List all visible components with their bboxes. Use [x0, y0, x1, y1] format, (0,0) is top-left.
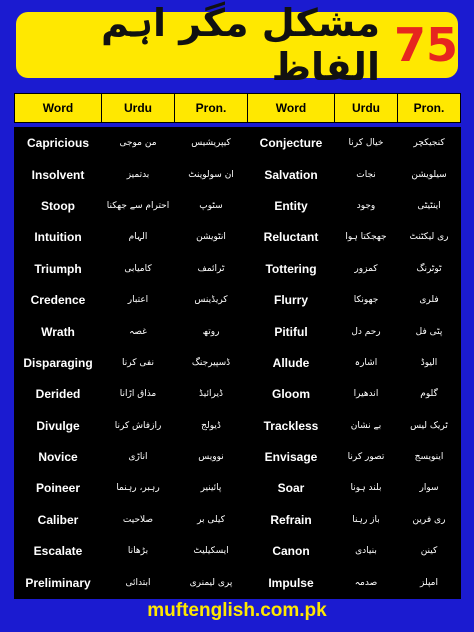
pron-cell: روتھ [175, 316, 248, 347]
vocabulary-table [14, 93, 461, 599]
pron-cell: ڈسپیرجنگ [175, 347, 248, 378]
pron-cell: کینن [398, 536, 461, 567]
title-banner [16, 1, 458, 89]
urdu-cell: نفی کرنا [102, 347, 175, 378]
table-row [15, 253, 461, 284]
table-row [15, 536, 461, 567]
pron-cell: سیلویشن [398, 159, 461, 190]
urdu-cell: خیال کرنا [335, 128, 398, 159]
word-cell: Soar [248, 473, 335, 504]
pron-cell: گلوم [398, 379, 461, 410]
word-cell: Flurry [248, 284, 335, 315]
table-row [15, 284, 461, 315]
word-cell: Canon [248, 536, 335, 567]
title-text: مشکل مگر اہم الفاظ [100, 1, 380, 89]
urdu-cell: وجود [335, 190, 398, 221]
pron-cell: کیپریشیس [175, 128, 248, 159]
urdu-cell: صدمہ [335, 567, 398, 598]
pron-cell: امپلز [398, 567, 461, 598]
header-urdu: Urdu [335, 94, 398, 123]
urdu-cell: کامیابی [102, 253, 175, 284]
word-cell: Salvation [248, 159, 335, 190]
pron-cell: ٹوٹرنگ [398, 253, 461, 284]
word-cell: Gloom [248, 379, 335, 410]
pron-cell: سوار [398, 473, 461, 504]
word-cell: Trackless [248, 410, 335, 441]
word-cell: Entity [248, 190, 335, 221]
pron-cell: ری لیکٹنٹ [398, 222, 461, 253]
pron-cell: ٹرائمف [175, 253, 248, 284]
header-urdu: Urdu [102, 94, 175, 123]
word-cell: Preliminary [15, 567, 102, 598]
pron-cell: ڈیولج [175, 410, 248, 441]
word-cell: Refrain [248, 504, 335, 535]
word-cell: Intuition [15, 222, 102, 253]
table-row [15, 504, 461, 535]
urdu-cell: بلند ہونا [335, 473, 398, 504]
urdu-cell: غصہ [102, 316, 175, 347]
urdu-cell: بنیادی [335, 536, 398, 567]
urdu-cell: بڑھانا [102, 536, 175, 567]
table-row [15, 441, 461, 472]
pron-cell: کنجیکچر [398, 128, 461, 159]
table-body [15, 128, 461, 599]
word-cell: Poineer [15, 473, 102, 504]
urdu-cell: نجات [335, 159, 398, 190]
header-word: Word [15, 94, 102, 123]
pron-cell: پری لیمنری [175, 567, 248, 598]
urdu-cell: بے نشان [335, 410, 398, 441]
urdu-cell: بدتمیز [102, 159, 175, 190]
pron-cell: ٹریک لیس [398, 410, 461, 441]
pron-cell: اینویسج [398, 441, 461, 472]
table-row [15, 316, 461, 347]
pron-cell: کریڈینس [175, 284, 248, 315]
pron-cell: سٹوپ [175, 190, 248, 221]
word-cell: Stoop [15, 190, 102, 221]
urdu-cell: کمزور [335, 253, 398, 284]
pron-cell: پٹی فل [398, 316, 461, 347]
urdu-cell: اندھیرا [335, 379, 398, 410]
pron-cell: نوویس [175, 441, 248, 472]
header-word: Word [248, 94, 335, 123]
urdu-cell: ابتدائی [102, 567, 175, 598]
word-cell: Disparaging [15, 347, 102, 378]
word-cell: Escalate [15, 536, 102, 567]
word-cell: Pitiful [248, 316, 335, 347]
urdu-cell: الہام [102, 222, 175, 253]
table-row [15, 159, 461, 190]
word-cell: Envisage [248, 441, 335, 472]
word-cell: Tottering [248, 253, 335, 284]
header-row [15, 94, 461, 123]
word-cell: Reluctant [248, 222, 335, 253]
table-row [15, 190, 461, 221]
word-cell: Wrath [15, 316, 102, 347]
urdu-cell: اشارہ [335, 347, 398, 378]
table-row [15, 567, 461, 598]
table-row [15, 473, 461, 504]
word-cell: Allude [248, 347, 335, 378]
pron-cell: ری فرین [398, 504, 461, 535]
word-cell: Insolvent [15, 159, 102, 190]
pron-cell: انٹویشن [175, 222, 248, 253]
urdu-cell: رحم دل [335, 316, 398, 347]
pron-cell: پائینیر [175, 473, 248, 504]
urdu-cell: صلاحیت [102, 504, 175, 535]
urdu-cell: رہبر، رہنما [102, 473, 175, 504]
urdu-cell: اناڑی [102, 441, 175, 472]
pron-cell: اینٹیٹی [398, 190, 461, 221]
urdu-cell: احترام سے جھکنا [102, 190, 175, 221]
table-row [15, 379, 461, 410]
urdu-cell: باز رہنا [335, 504, 398, 535]
pron-cell: ایسکیلیٹ [175, 536, 248, 567]
urdu-cell: تصور کرنا [335, 441, 398, 472]
table-row [15, 222, 461, 253]
pron-cell: الیوڈ [398, 347, 461, 378]
urdu-cell: مذاق اڑانا [102, 379, 175, 410]
word-cell: Capricious [15, 128, 102, 159]
pron-cell: کیلی بر [175, 504, 248, 535]
footer-url: muftenglish.com.pk [147, 600, 327, 621]
word-cell: Credence [15, 284, 102, 315]
pron-cell: فلری [398, 284, 461, 315]
urdu-cell: رازفاش کرنا [102, 410, 175, 441]
table-row [15, 410, 461, 441]
title-number: 75 [393, 18, 458, 72]
header-pron: Pron. [175, 94, 248, 123]
word-cell: Triumph [15, 253, 102, 284]
urdu-cell: جھونکا [335, 284, 398, 315]
word-cell: Conjecture [248, 128, 335, 159]
pron-cell: ان سولوینٹ [175, 159, 248, 190]
table-row [15, 128, 461, 159]
urdu-cell: من موجی [102, 128, 175, 159]
word-cell: Derided [15, 379, 102, 410]
header-pron: Pron. [398, 94, 461, 123]
word-cell: Impulse [248, 567, 335, 598]
word-cell: Caliber [15, 504, 102, 535]
pron-cell: ڈیرائیڈ [175, 379, 248, 410]
urdu-cell: جھجکتا ہوا [335, 222, 398, 253]
table-row [15, 347, 461, 378]
word-cell: Novice [15, 441, 102, 472]
word-cell: Divulge [15, 410, 102, 441]
urdu-cell: اعتبار [102, 284, 175, 315]
